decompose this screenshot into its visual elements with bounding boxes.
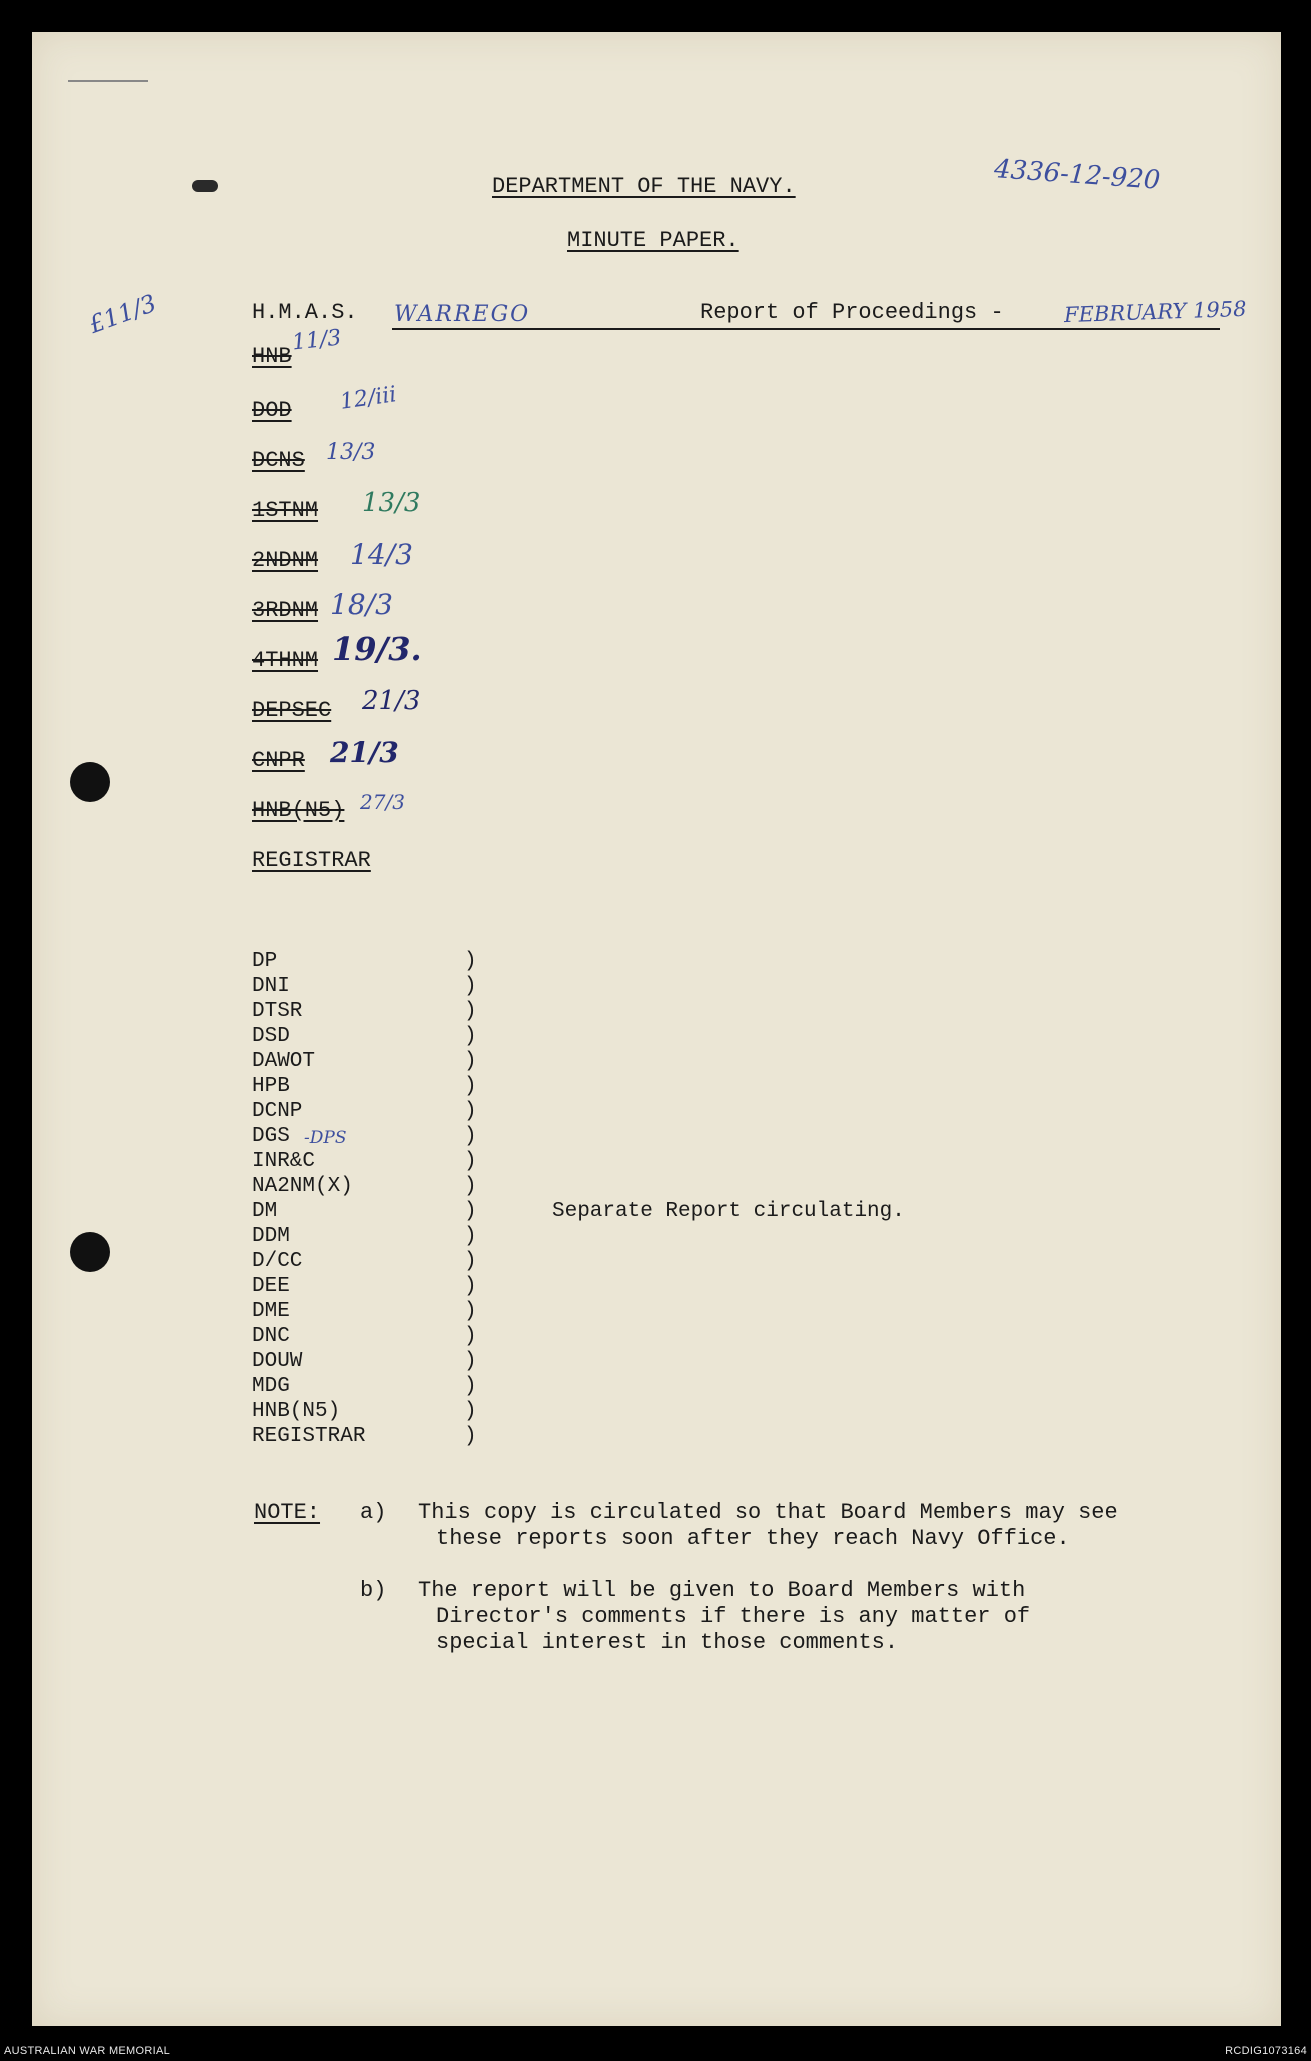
pencil-mark [68, 80, 148, 82]
report-underline [700, 328, 1220, 330]
routing-initials-1stnm: 13/3 [362, 488, 421, 518]
punch-hole-upper [70, 762, 110, 802]
note-item-b-line3: special interest in those comments. [436, 1630, 899, 1655]
ship-name-underline [392, 328, 722, 330]
distribution-code: HNB(N5) [252, 1400, 341, 1423]
note-item-a-line2: these reports soon after they reach Navy Office. [436, 1526, 1070, 1551]
report-label: Report of Proceedings - [700, 300, 1004, 325]
distribution-code: DOUW [252, 1350, 303, 1373]
routing-initials-dod: 12/iii [338, 382, 398, 415]
routing-initials-3rdnm: 18/3 [330, 588, 393, 621]
note-item-a-line1: This copy is circulated so that Board Members may see [418, 1500, 1118, 1525]
routing-code-cnpr: CNPR [252, 748, 305, 773]
routing-code-4thnm: 4THNM [252, 648, 319, 673]
department-title: DEPARTMENT OF THE NAVY. [492, 174, 796, 199]
ship-prefix: H.M.A.S. [252, 300, 358, 325]
routing-code-depsec: DEPSEC [252, 698, 332, 723]
separate-report-note: Separate Report circulating. [552, 1200, 905, 1223]
routing-code-registrar: REGISTRAR [252, 848, 371, 873]
punch-hole-lower [70, 1232, 110, 1272]
distribution-code: DM [252, 1200, 278, 1223]
routing-initials-depsec: 21/3 [362, 686, 421, 716]
routing-code-dod: DOD [252, 398, 292, 423]
distribution-code: DEE [252, 1275, 290, 1298]
distribution-code: DNC [252, 1325, 290, 1348]
note-item-b-line2: Director's comments if there is any matter of [436, 1604, 1031, 1629]
dgs-handwritten-annotation: -DPS [304, 1128, 347, 1148]
distribution-code: D/CC [252, 1250, 303, 1273]
file-number-handwritten: 4336-12-920 [993, 154, 1162, 196]
routing-code-hnb: HNB [252, 344, 292, 369]
document-page: DEPARTMENT OF THE NAVY. MINUTE PAPER. 4336-12-920 £11/3 H.M.A.S. WARREGO Report of Proceedings - FEBRUARY 1958 HNB 11/3 DOD 12/iii DCNS 13/3 1STNM 13/3 2NDNM 14/3 3RDNM 18/3 4THNM 19/3. DEPSEC 21/3 CNPR 21/3 HNB(N5) 27/3 REGISTRAR DP DNI DTSR DSD DAWOT HPB DCNP DGS -DPS INR&C NA2NM(X) DM DDM D/CC DEE DME DNC DOUW MDG HNB(N5) REGISTRAR ) ) ) ) ) ) ) ) ) ) ) ) ) ) ) ) ) ) ) ) Separate Report circulating. NOTE: a) This copy is circulated so that Board Members may see these reports soon after they reach Navy Office. b) The report will be given to Board Members with Director's comments if there is any matter of special interest in those comments. [32, 32, 1281, 2026]
routing-initials-hnb-n5: 27/3 [360, 790, 405, 814]
routing-code-hnb-n5: HNB(N5) [252, 798, 345, 823]
footer-archive-name: AUSTRALIAN WAR MEMORIAL [4, 2045, 171, 2057]
note-item-b-line1: The report will be given to Board Members with [418, 1578, 1026, 1603]
routing-initials-dcns: 13/3 [326, 440, 376, 465]
routing-initials-2ndnm: 14/3 [350, 538, 413, 571]
distribution-code: DSD [252, 1025, 290, 1048]
distribution-code: MDG [252, 1375, 290, 1398]
note-item-a-marker: a) [360, 1500, 387, 1525]
distribution-code: DCNP [252, 1100, 303, 1123]
distribution-code: DP [252, 950, 278, 973]
note-label: NOTE: [254, 1500, 321, 1525]
note-item-b-marker: b) [360, 1578, 387, 1603]
distribution-code: DME [252, 1300, 290, 1323]
distribution-code: DNI [252, 975, 290, 998]
distribution-code: DGS [252, 1125, 290, 1148]
routing-code-3rdnm: 3RDNM [252, 598, 319, 623]
distribution-code: DAWOT [252, 1050, 316, 1073]
routing-initials-hnb: 11/3 [290, 325, 343, 356]
routing-initials-4thnm: 19/3. [332, 630, 422, 668]
distribution-code: NA2NM(X) [252, 1175, 353, 1198]
distribution-code: DDM [252, 1225, 290, 1248]
distribution-code: HPB [252, 1075, 290, 1098]
staple-mark [192, 180, 218, 192]
distribution-code: DTSR [252, 1000, 303, 1023]
distribution-code: REGISTRAR [252, 1425, 366, 1448]
margin-initials-handwritten: £11/3 [85, 289, 160, 339]
distribution-code: INR&C [252, 1150, 316, 1173]
report-month-handwritten: FEBRUARY 1958 [1063, 296, 1247, 328]
footer-record-id: RCDIG1073164 [1225, 2045, 1307, 2057]
routing-code-1stnm: 1STNM [252, 498, 319, 523]
routing-code-2ndnm: 2NDNM [252, 548, 319, 573]
minute-paper-title: MINUTE PAPER. [567, 228, 739, 253]
routing-code-dcns: DCNS [252, 448, 305, 473]
ship-name-handwritten: WARREGO [394, 302, 531, 327]
routing-initials-cnpr: 21/3 [330, 736, 399, 769]
